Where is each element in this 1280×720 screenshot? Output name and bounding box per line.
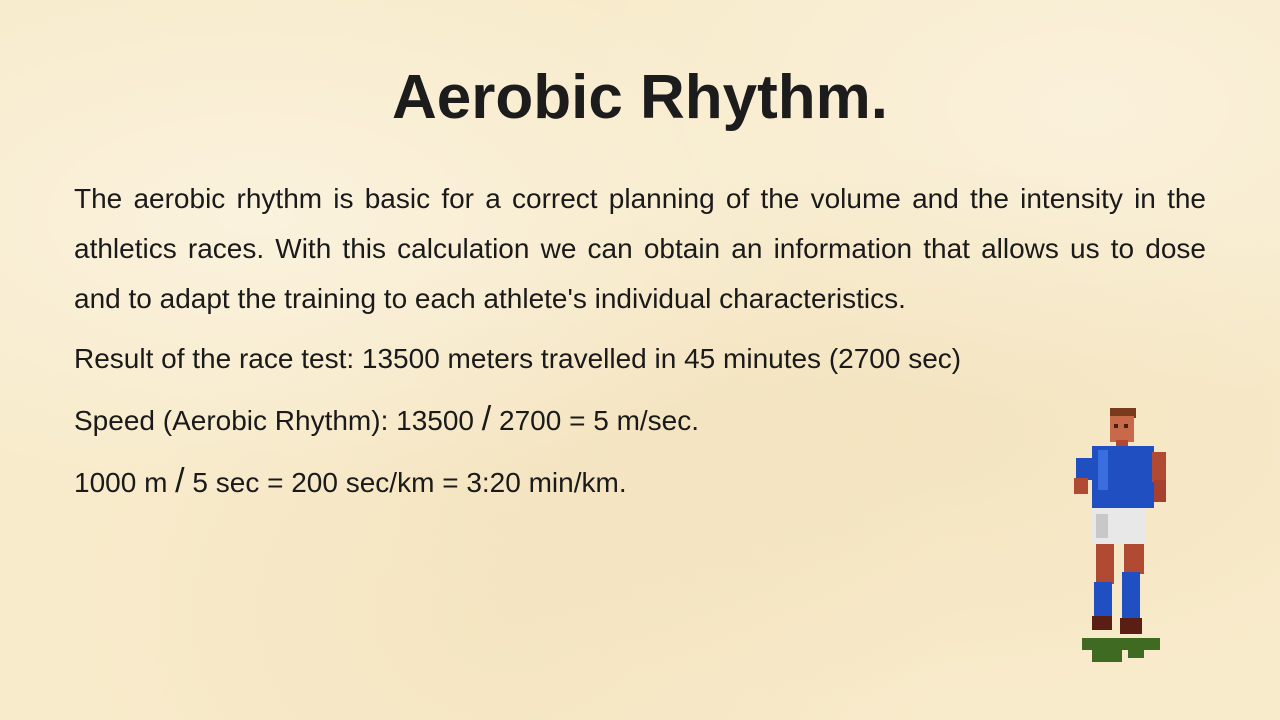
runner-head	[1110, 416, 1134, 442]
slide-title: Aerobic Rhythm.	[391, 62, 889, 132]
slide-body	[74, 174, 1206, 508]
pace-text-start: 1000 m	[74, 467, 176, 498]
runner-icon	[1068, 404, 1168, 670]
runner-shadow	[1082, 638, 1160, 650]
speed-calculation	[74, 394, 1206, 446]
pace-text-end: 5 sec = 200 sec/km = 3:20 min/km.	[184, 467, 627, 498]
race-test-result: Result of the race test: 13500 meters travelled in 45 minutes (2700 sec)	[74, 343, 962, 374]
pace-calculation	[74, 456, 1206, 508]
runner-socks	[1094, 582, 1112, 618]
division-slash: /	[481, 400, 492, 438]
speed-text-end: 2700 = 5 m/sec.	[491, 405, 700, 436]
speed-text-start: Speed (Aerobic Rhythm): 13500	[74, 405, 482, 436]
intro-paragraph: The aerobic rhythm is basic for a correct planning of the volume and the intensity in the athletics races. With this calculation we can obtain an information that allows us to dose and to adapt the training to each athlete's individual characteristics.	[74, 183, 1206, 314]
division-slash: /	[175, 462, 185, 500]
